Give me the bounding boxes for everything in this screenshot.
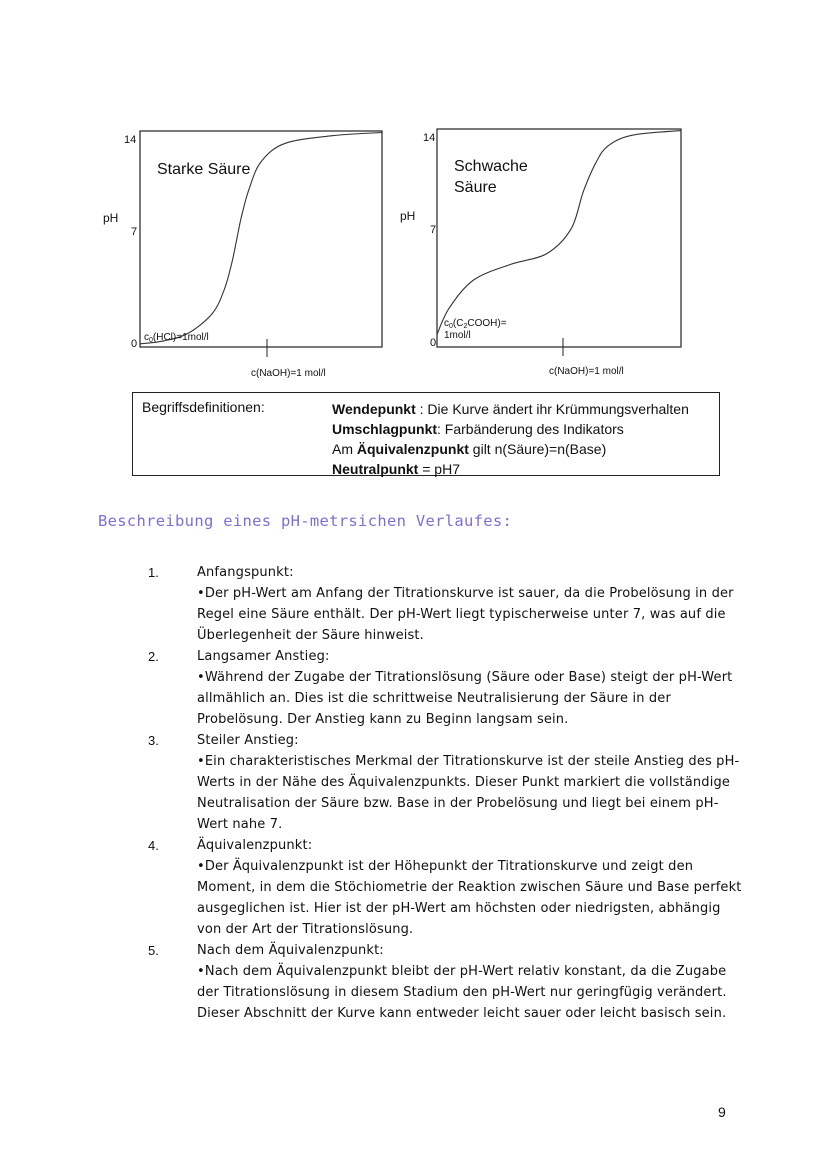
- concentration-annotation: $c_0(HCl)=1mol/l$: [144, 332, 209, 344]
- y-axis-label: pH: [400, 209, 416, 223]
- definitions-box: [132, 392, 720, 476]
- concentration-annotation: $c_0(C_2COOH)=$: [444, 318, 507, 330]
- list-item: [148, 835, 748, 940]
- definition-aequivalenzpunkt: Am Äquivalenzpunkt gilt n(Säure)=n(Base): [332, 441, 607, 457]
- y-tick-14: 14: [124, 134, 137, 146]
- step-number: 2.: [148, 649, 159, 664]
- step-title: Steiler Anstieg:: [197, 733, 299, 748]
- chart-title-line2: Säure: [454, 179, 497, 196]
- step-text: •Nach dem Äquivalenzpunkt bleibt der pH-Wert relativ konstant, da die Zugabe der Titrationslösung in diesem Stadium den pH-Wert nur geringfügig verändert. Dieser Abschnitt der Kurve kann entweder leicht sauer oder leicht basisch sein.: [197, 964, 727, 1021]
- y-tick-0: 0: [430, 337, 437, 349]
- list-item: [148, 646, 748, 730]
- list-item: [148, 562, 748, 646]
- y-tick-7: 7: [430, 224, 437, 236]
- chart-title-line1: Schwache: [454, 158, 528, 175]
- y-tick-0: 0: [131, 338, 138, 350]
- page-number: 9: [718, 1104, 726, 1120]
- step-text: •Während der Zugabe der Titrationslösung (Säure oder Base) steigt der pH-Wert allmählich an. Dies ist die schrittweise Neutralisierung der Säure in der Probelösung. Der Anstieg kann zu Beginn langsam sein.: [197, 670, 733, 727]
- definitions-list: [332, 399, 689, 479]
- step-number: 1.: [148, 565, 159, 580]
- definition-neutralpunkt: Neutralpunkt = pH7: [332, 461, 460, 477]
- step-title: Langsamer Anstieg:: [197, 649, 330, 664]
- x-axis-label: c(NaOH)=1 mol/l: [251, 368, 326, 379]
- step-title: Nach dem Äquivalenzpunkt:: [197, 943, 384, 958]
- concentration-annotation-line2: 1mol/l: [444, 330, 471, 341]
- y-axis-label: pH: [103, 211, 119, 225]
- y-tick-7: 7: [131, 226, 138, 238]
- list-item: [148, 730, 748, 835]
- step-number: 5.: [148, 943, 159, 958]
- step-text: •Ein charakteristisches Merkmal der Titrationskurve ist der steile Anstieg des pH-Werts in der Nähe des Äquivalenzpunkts. Dieser Punkt markiert die vollständige Neutralisation der Säure bzw. Base in der Probelösung und liegt bei einem pH-Wert nahe 7.: [197, 754, 740, 832]
- steps-list: [148, 562, 748, 1024]
- definition-wendepunkt: Wendepunkt : Die Kurve ändert ihr Krümmungsverhalten: [332, 401, 689, 417]
- section-heading: Beschreibung eines pH-metrsichen Verlaufes:: [98, 512, 513, 530]
- step-text: •Der Äquivalenzpunkt ist der Höhepunkt der Titrationskurve und zeigt den Moment, in dem die Stöchiometrie der Reaktion zwischen Säure und Base perfekt ausgeglichen ist. Hier ist der pH-Wert am höchsten oder niedrigsten, abhängig von der Art der Titrationslösung.: [197, 859, 742, 937]
- y-tick-14: 14: [423, 132, 436, 144]
- weak-acid-titration-chart: [0, 0, 700, 390]
- list-item: [148, 940, 748, 1024]
- definitions-label: Begriffsdefinitionen:: [142, 399, 265, 415]
- definition-umschlagpunkt: Umschlagpunkt: Farbänderung des Indikators: [332, 421, 624, 437]
- x-axis-label: c(NaOH)=1 mol/l: [549, 366, 624, 377]
- chart-title: Starke Säure: [157, 161, 251, 178]
- step-number: 3.: [148, 733, 159, 748]
- step-number: 4.: [148, 838, 159, 853]
- step-text: •Der pH-Wert am Anfang der Titrationskurve ist sauer, da die Probelösung in der Regel eine Säure enthält. Der pH-Wert liegt typischerweise unter 7, was auf die Überlegenheit der Säure hinweist.: [197, 586, 734, 643]
- step-title: Äquivalenzpunkt:: [197, 838, 313, 853]
- step-title: Anfangspunkt:: [197, 565, 294, 580]
